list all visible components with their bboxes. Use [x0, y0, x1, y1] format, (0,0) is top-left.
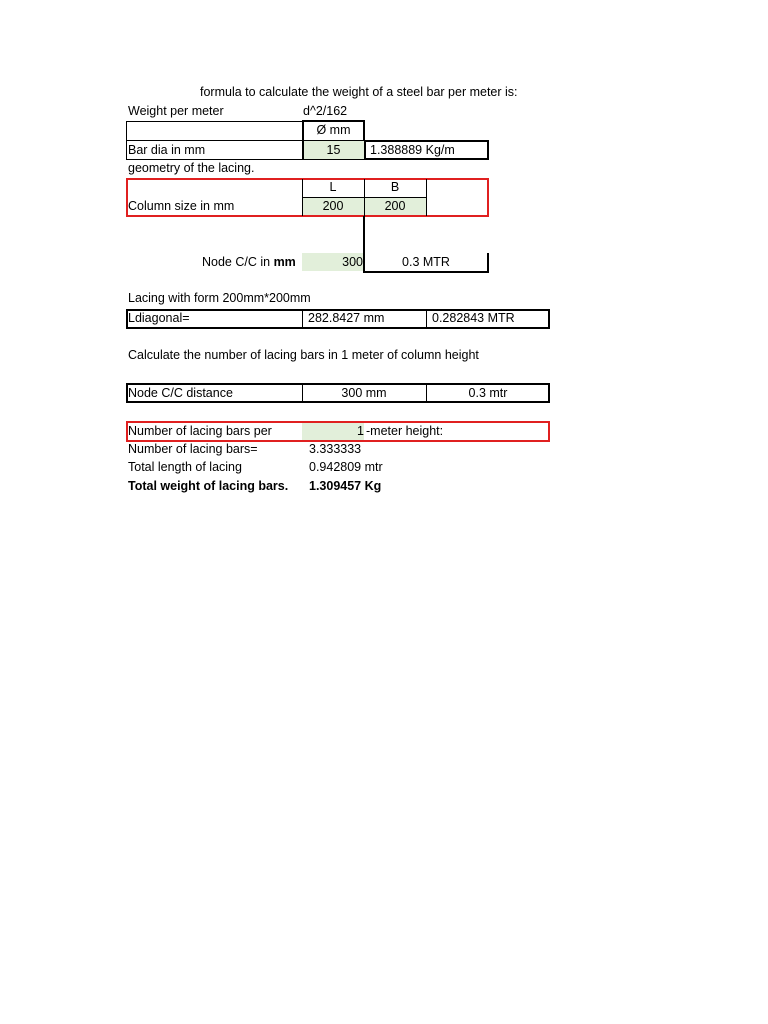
column-l-value: 200 — [322, 199, 344, 213]
total-weight-label: Total weight of lacing bars. — [128, 479, 289, 493]
column-b-value: 200 — [384, 199, 406, 213]
formula-intro: formula to calculate the weight of a steel bar per meter is: — [200, 85, 518, 99]
node-cc-mtr: 0.3 MTR — [402, 255, 450, 269]
lacing-form-title: Lacing with form 200mm*200mm — [128, 291, 311, 305]
bars-per-value: 1 — [357, 424, 364, 438]
num-bars-value: 3.333333 — [309, 442, 362, 456]
geometry-title: geometry of the lacing. — [128, 161, 255, 175]
divider — [302, 310, 303, 328]
node-cc-label-unit: mm — [273, 255, 296, 269]
node-cc-label — [202, 255, 296, 270]
bars-per-suffix: -meter height: — [366, 424, 444, 438]
divider — [426, 310, 427, 328]
col-b-header: B — [390, 180, 400, 194]
column-size-label: Column size in mm — [128, 199, 235, 213]
node-cc-label-prefix: Node C/C in — [202, 255, 274, 269]
total-length-value: 0.942809 mtr — [309, 460, 383, 474]
bar-dia-value: 15 — [326, 143, 341, 157]
count-title: Calculate the number of lacing bars in 1 meter of column height — [128, 348, 479, 362]
bar-dia-label: Bar dia in mm — [128, 143, 206, 157]
weight-formula: d^2/162 — [303, 104, 348, 118]
divider — [363, 271, 489, 273]
weight-per-meter-label: Weight per meter — [128, 104, 224, 118]
bar-weight-result: 1.388889 Kg/m — [370, 143, 455, 157]
divider — [487, 253, 489, 273]
node-distance-mtr: 0.3 mtr — [468, 386, 508, 400]
ldiagonal-mm: 282.8427 mm — [308, 311, 385, 325]
node-distance-mm: 300 mm — [341, 386, 387, 400]
ldiagonal-mtr: 0.282843 MTR — [432, 311, 515, 325]
num-bars-label: Number of lacing bars= — [128, 442, 258, 456]
ldiagonal-label: Ldiagonal= — [128, 311, 190, 325]
total-weight-value: 1.309457 Kg — [309, 479, 382, 493]
empty-cell[interactable] — [126, 121, 303, 141]
dia-header: Ø mm — [316, 123, 351, 137]
bars-per-label: Number of lacing bars per — [128, 424, 272, 438]
total-length-label: Total length of lacing — [128, 460, 242, 474]
divider — [426, 179, 427, 216]
node-distance-label: Node C/C distance — [128, 386, 233, 400]
node-cc-value: 300 — [342, 255, 363, 269]
col-l-header: L — [329, 180, 337, 194]
